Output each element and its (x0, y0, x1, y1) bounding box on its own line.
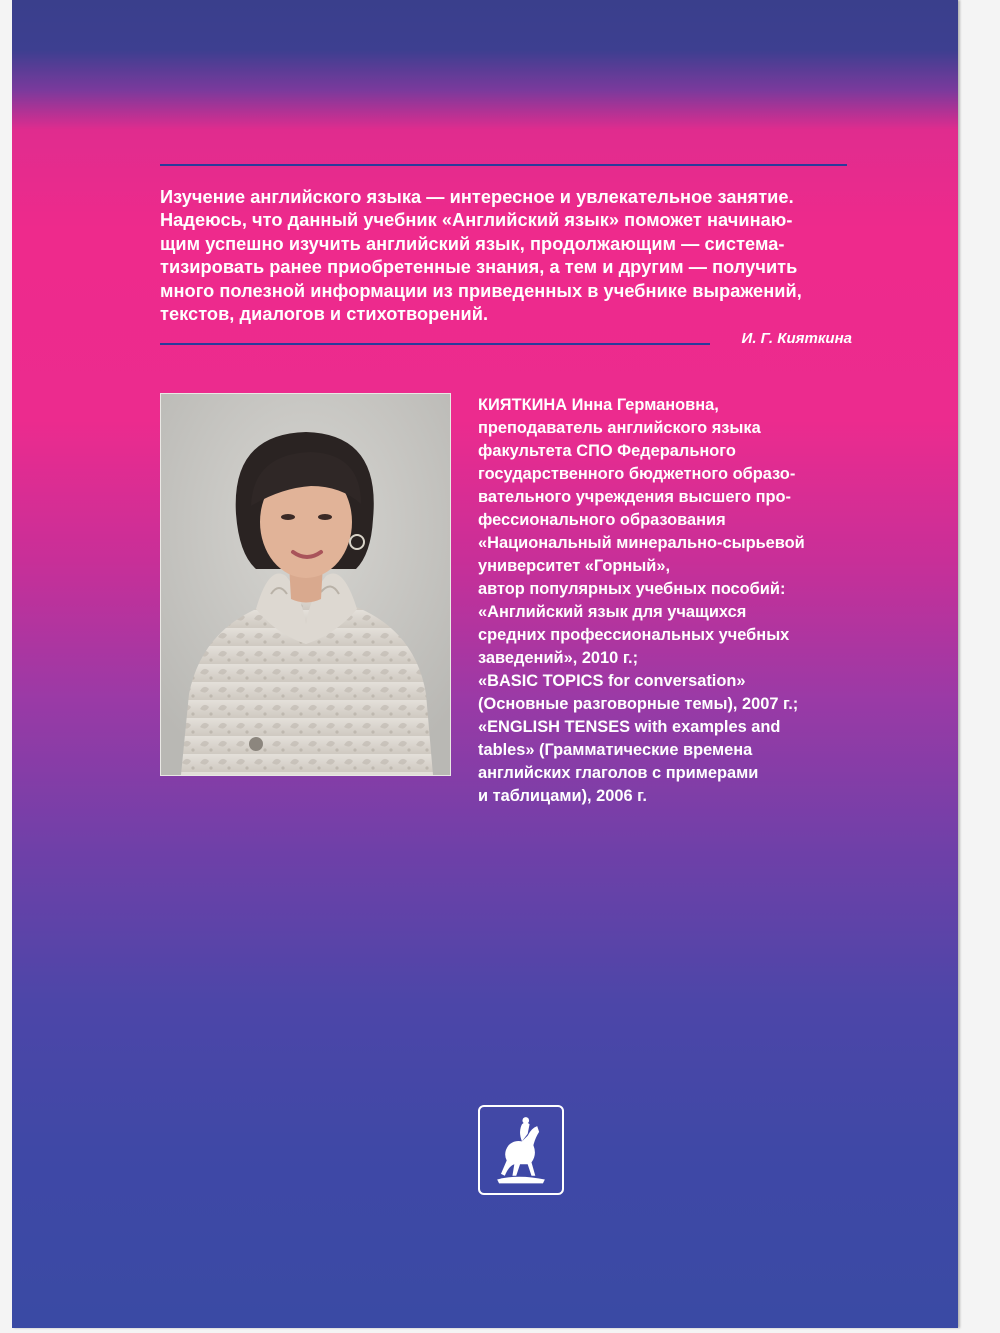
quote-line: Изучение английского языка — интересное и увлекательное занятие. (160, 187, 794, 207)
bio-line: государственного бюджетного образо- (478, 465, 796, 483)
bio-line: фессионального образования (478, 511, 726, 529)
quote-line: текстов, диалогов и стихотворений. (160, 304, 489, 325)
bio-line: факультета СПО Федерального (478, 442, 736, 460)
bio-line: КИЯТКИНА Инна Германовна, (478, 396, 719, 414)
bio-line: средних профессиональных учебных (478, 626, 790, 644)
book-back-cover (12, 0, 958, 1328)
publisher-logo (478, 1105, 564, 1195)
quote-line: Надеюсь, что данный учебник «Английский язык» поможет начинаю- (160, 210, 793, 231)
bio-line: английских глаголов с примерами (478, 764, 759, 782)
quote-line: много полезной информации из приведенных в учебнике выражений, (160, 280, 802, 301)
bio-line: вательного учреждения высшего про- (478, 488, 791, 506)
author-bio (478, 394, 878, 808)
bio-line: (Основные разговорные темы), 2007 г.; (478, 695, 799, 713)
author-photo (160, 393, 451, 776)
bio-line: университет «Горный», (478, 557, 671, 575)
bio-line: tables» (Грамматические времена (478, 741, 753, 759)
bio-line: и таблицами), 2006 г. (478, 787, 647, 805)
bio-line: заведений», 2010 г.; (478, 649, 639, 667)
quote-signature: И. Г. Кияткина (741, 330, 852, 347)
horseman-statue-logo-icon (480, 1107, 562, 1193)
author-quote (160, 186, 860, 326)
bio-line: автор популярных учебных пособий: (478, 580, 786, 598)
bio-line: «ENGLISH TENSES with examples and (478, 718, 781, 736)
bio-line: «Английский язык для учащихся (478, 603, 747, 621)
bottom-rule (160, 343, 710, 345)
quote-line: тизировать ранее приобретенные знания, а тем и другим — получить (160, 257, 798, 278)
bio-line: преподаватель английского языка (478, 419, 761, 437)
quote-line: щим успешно изучить английский язык, продолжающим — система- (160, 233, 785, 254)
bio-line: «BASIC TOPICS for conversation» (478, 672, 746, 690)
bio-line: «Национальный минерально-сырьевой (478, 534, 805, 552)
top-rule (160, 164, 847, 166)
author-portrait (161, 394, 450, 775)
